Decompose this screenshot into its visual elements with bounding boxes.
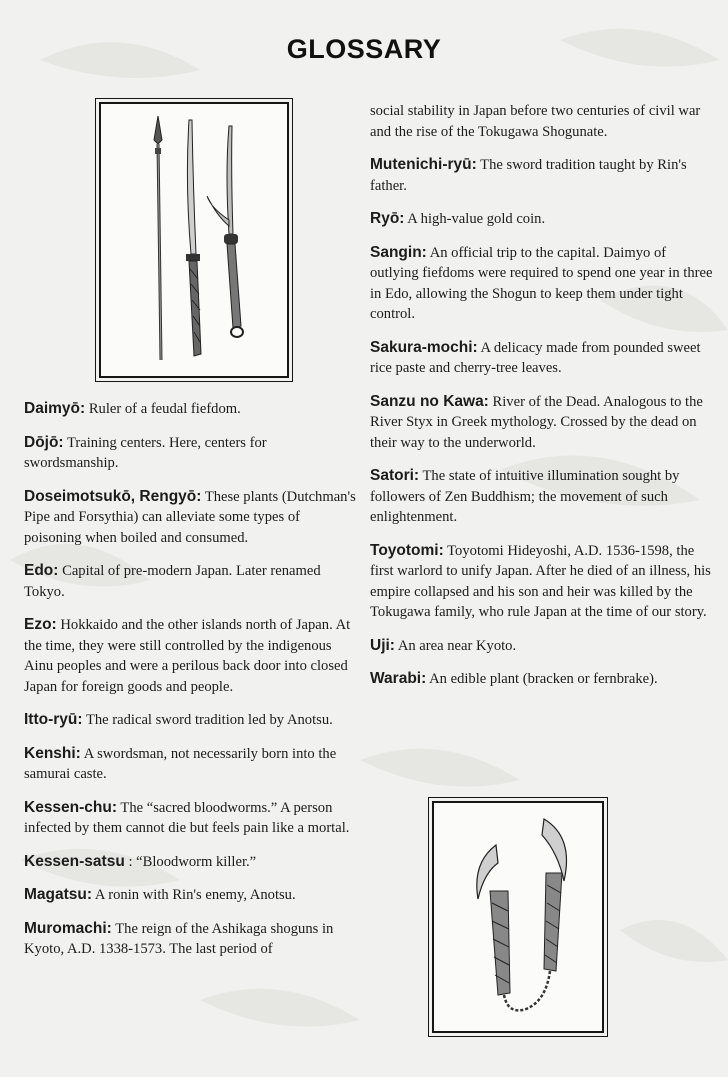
glossary-definition: A swordsman, not necessarily born into the samurai caste. [24, 745, 337, 782]
weapons-illustration-frame [99, 102, 289, 378]
weapons-illustration [101, 104, 287, 376]
glossary-entry-doseimotsuko-rengyo [24, 487, 356, 549]
kusarigama-illustration-frame [432, 801, 604, 1033]
glossary-definition: The state of intuitive illumination sought by followers of Zen Buddhism; the movement of such enlightenment. [370, 468, 680, 525]
glossary-entry-kessen-chu [24, 798, 356, 839]
glossary-entry-warabi [370, 669, 718, 690]
glossary-entry-uji [370, 636, 718, 657]
glossary-definition: Training centers. Here, centers for swordsmanship. [24, 434, 267, 471]
glossary-definition: Ruler of a feudal fiefdom. [88, 401, 241, 417]
glossary-term: Ezo: [24, 616, 57, 633]
chain-drawing [504, 971, 550, 1010]
glossary-entry-sanzu-no-kawa [370, 392, 718, 454]
spear-drawing [154, 116, 162, 360]
glossary-entry-toyotomi [370, 541, 718, 623]
continued-definition: social stability in Japan before two centuries of civil war and the rise of the Tokugawa Shogunate. [370, 103, 701, 140]
glossary-definition: An area near Kyoto. [397, 637, 517, 654]
glossary-term: Sakura-mochi: [370, 338, 478, 356]
glossary-entry-muromachi [24, 919, 356, 960]
glossary-entry-sangin [370, 243, 718, 325]
hook-weapon-drawing [207, 126, 243, 337]
glossary-term: Muromachi: [24, 919, 112, 937]
glossary-definition: Hokkaido and the other islands north of Japan. At the time, they were still controlled by the indigenous Ainu peoples and were a perilous back door into closed Japan for foreign goods and people. [24, 617, 351, 695]
glossary-definition: : “Bloodworm killer.” [128, 853, 257, 870]
glossary-definition: Toyotomi Hideyoshi, A.D. 1536-1598, the first warlord to unify Japan. After he died of an illness, his empire collapsed and his son and heir was killed by the Tokugawa family, who rule Japan at the time of our story. [370, 542, 711, 620]
glossary-term: Dōjō: [24, 433, 64, 451]
glossary-entry-sakura-mochi [370, 338, 718, 379]
glossary-entry-magatsu [24, 885, 356, 906]
glossary-definition: The reign of the Ashikaga shoguns in Kyoto, A.D. 1338-1573. The last period of [24, 920, 334, 957]
glossary-right-column [370, 101, 718, 703]
page-title: GLOSSARY [286, 34, 442, 64]
glossary-definition: The radical sword tradition led by Anotsu. [85, 712, 333, 728]
right-sickle-drawing [542, 819, 567, 971]
glossary-entry-ryo [370, 209, 718, 230]
glossary-definition: Capital of pre-modern Japan. Later renamed Tokyo. [24, 563, 321, 600]
glossary-term: Mutenichi-ryū: [370, 156, 477, 173]
sword-drawing [186, 120, 201, 356]
glossary-term: Warabi: [370, 670, 427, 687]
glossary-term: Ryō: [370, 210, 405, 227]
glossary-entry-dojo [24, 433, 356, 474]
glossary-term: Sangin: [370, 243, 427, 261]
glossary-definition: The sword tradition taught by Rin's father. [370, 157, 687, 194]
glossary-entry-ezo [24, 615, 356, 697]
glossary-term: Edo: [24, 562, 59, 579]
glossary-entry-satori [370, 466, 718, 528]
glossary-entry-itto-ryu [24, 710, 356, 731]
glossary-term: Doseimotsukō, Rengyō: [24, 487, 202, 505]
glossary-term: Satori: [370, 467, 420, 484]
glossary-term: Sanzu no Kawa: [370, 392, 489, 410]
glossary-definition: These plants (Dutchman's Pipe and Forsythia) can alleviate some types of poisoning when boiled and consumed. [24, 488, 356, 546]
glossary-term: Toyotomi: [370, 541, 444, 559]
glossary-entry-kenshi [24, 744, 356, 785]
glossary-term: Magatsu: [24, 886, 93, 903]
glossary-definition: A ronin with Rin's enemy, Anotsu. [94, 887, 296, 903]
left-sickle-drawing [477, 845, 510, 995]
glossary-term: Kessen-satsu [24, 852, 125, 870]
glossary-definition: An official trip to the capital. Daimyo of outlying fiefdoms were required to spend one year in three in Edo, allowing the Shogun to keep them under tight control. [370, 244, 713, 322]
glossary-term: Kenshi: [24, 744, 81, 762]
glossary-definition: A delicacy made from pounded sweet rice paste and cherry-tree leaves. [370, 339, 701, 376]
glossary-term: Uji: [370, 636, 395, 654]
glossary-left-column [24, 399, 356, 973]
glossary-entry-edo [24, 561, 356, 602]
glossary-entry-mutenichi-ryu [370, 155, 718, 196]
glossary-definition: The “sacred bloodworms.” A person infected by them cannot die but feels pain like a mortal. [24, 799, 350, 836]
kusarigama-illustration [434, 803, 602, 1031]
glossary-definition: A high-value gold coin. [407, 211, 546, 227]
glossary-term: Daimyō: [24, 400, 86, 417]
glossary-definition: River of the Dead. Analogous to the River Styx in Greek mythology. Crossed by the dead on their way to the underworld. [370, 393, 703, 451]
glossary-entry-kessen-satsu [24, 852, 356, 873]
glossary-entry-daimyo [24, 399, 356, 420]
glossary-term: Itto-ryū: [24, 711, 83, 728]
glossary-term: Kessen-chu: [24, 798, 118, 816]
glossary-definition: An edible plant (bracken or fernbrake). [429, 671, 658, 687]
